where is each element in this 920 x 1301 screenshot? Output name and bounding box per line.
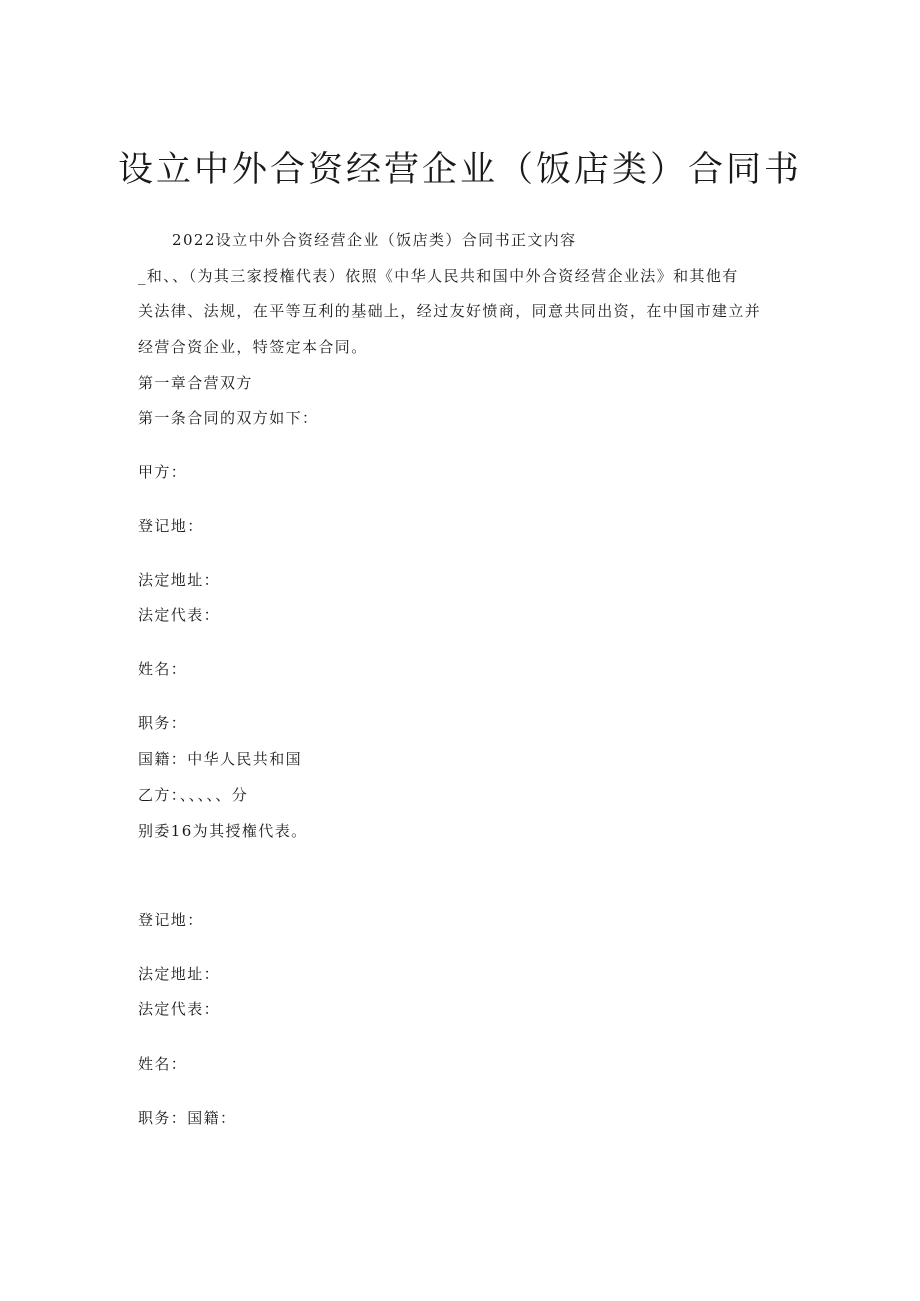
chapter-heading: 第一章合营双方 — [138, 374, 253, 392]
party-b-registered-place: 登记地： — [138, 911, 204, 929]
preamble-line-2: 关法律、法规，在平等互利的基础上，经过友好愤商，同意共同出资，在中国市建立并 — [138, 302, 762, 320]
party-a-legal-address: 法定地址： — [138, 571, 221, 589]
document-subtitle: 2022设立中外合资经营企业（饭店类）合同书正文内容 — [172, 231, 577, 249]
party-b-label: 乙方：、、、、、分 — [138, 786, 249, 804]
party-b-position-nationality: 职务：国籍： — [138, 1109, 237, 1127]
party-b-legal-address: 法定地址： — [138, 965, 221, 983]
article-heading: 第一条合同的双方如下： — [138, 409, 319, 427]
party-a-legal-representative: 法定代表： — [138, 606, 221, 624]
party-a-nationality: 国籍：中华人民共和国 — [138, 750, 303, 768]
party-a-registered-place: 登记地： — [138, 517, 204, 535]
preamble-line-3: 经营合资企业，特签定本合同。 — [138, 338, 368, 356]
party-a-position: 职务： — [138, 714, 188, 732]
party-b-name: 姓名： — [138, 1055, 188, 1073]
document-title: 设立中外合资经营企业（饭店类）合同书 — [117, 150, 802, 190]
preamble-line-1: _和、、（为其三家授権代表）依照《中华人民共和国中外合资经营企业法》和其他有 — [138, 267, 739, 285]
party-b-delegation: 别委16为其授権代表。 — [138, 822, 308, 840]
party-b-legal-representative: 法定代表： — [138, 1000, 221, 1018]
party-a-name: 姓名： — [138, 660, 188, 678]
party-a-label: 甲方： — [138, 463, 188, 481]
